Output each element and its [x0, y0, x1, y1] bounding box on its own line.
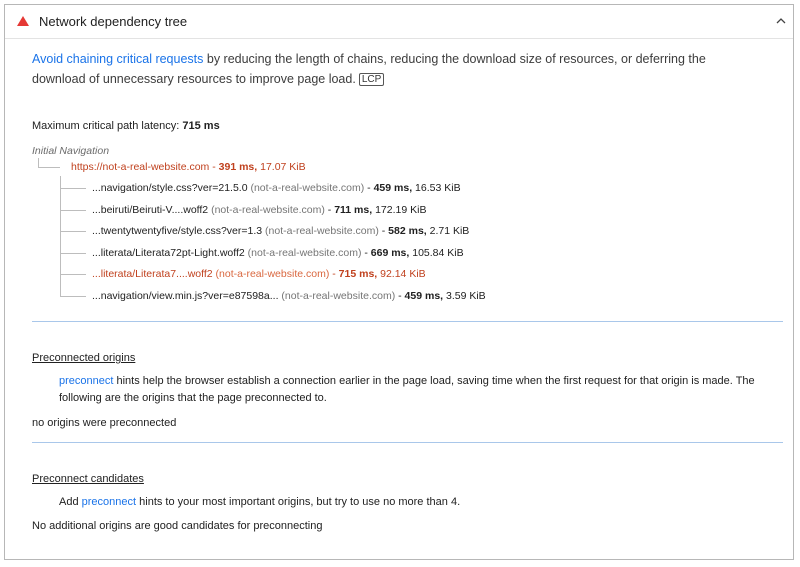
preconnected-origins-empty: no origins were preconnected — [32, 417, 177, 429]
max-latency — [32, 120, 220, 132]
max-latency-label: Maximum critical path latency: — [32, 120, 183, 132]
section-divider — [32, 442, 783, 443]
audit-header[interactable] — [5, 5, 793, 39]
description-text: by reducing the length of chains, reducing the download size of resources, or deferring the download of unnecessary resources to improve page load. — [32, 52, 706, 86]
tree-connector — [60, 231, 86, 232]
tree-child-node-longest: ...literata/Literata7....woff2 (not-a-real-website.com) - 715 ms, 92.14 KiB — [92, 268, 426, 280]
tree-connector — [60, 176, 61, 296]
preconnect-candidates-empty: No additional origins are good candidates for preconnecting — [32, 520, 323, 532]
root-size: 17.07 KiB — [257, 161, 306, 173]
audit-panel — [4, 4, 794, 560]
chevron-up-icon[interactable] — [775, 15, 787, 27]
tree-connector — [60, 188, 86, 189]
audit-title: Network dependency tree — [39, 14, 188, 29]
tree-child-node: ...twentytwentyfive/style.css?ver=1.3 (not-a-real-website.com) - 582 ms, 2.71 KiB — [92, 225, 470, 237]
lcp-badge: LCP — [359, 73, 384, 86]
tree-child-node: ...navigation/style.css?ver=21.5.0 (not-a-real-website.com) - 459 ms, 16.53 KiB — [92, 182, 461, 194]
tree-connector — [60, 274, 86, 275]
max-latency-value: 715 ms — [182, 120, 220, 132]
tree-connector — [60, 253, 86, 254]
tree-child-node: ...beiruti/Beiruti-V....woff2 (not-a-real-website.com) - 711 ms, 172.19 KiB — [92, 204, 427, 216]
initial-navigation-label: Initial Navigation — [32, 145, 110, 157]
tree-connector — [60, 210, 86, 211]
preconnect-candidates-title: Preconnect candidates — [32, 473, 144, 485]
tree-child-node: ...navigation/view.min.js?ver=e87598a... (not-a-real-website.com) - 459 ms, 3.59 KiB — [92, 290, 486, 302]
tree-connector — [60, 296, 86, 297]
audit-description — [32, 49, 752, 89]
preconnect-candidates-description: Add preconnect hints to your most important origins, but try to use no more than 4. — [59, 496, 461, 508]
preconnected-origins-title: Preconnected origins — [32, 352, 136, 364]
tree-root-node: https://not-a-real-website.com - 391 ms, 17.07 KiB — [71, 161, 306, 173]
preconnect-link[interactable]: preconnect — [81, 496, 137, 508]
warning-triangle-icon — [17, 16, 29, 26]
section-divider — [32, 321, 783, 322]
root-time: 391 ms, — [218, 161, 258, 173]
tree-connector — [38, 167, 60, 168]
learn-more-link[interactable]: Avoid chaining critical requests — [32, 52, 204, 66]
tree-child-node: ...literata/Literata72pt-Light.woff2 (not-a-real-website.com) - 669 ms, 105.84 KiB — [92, 247, 464, 259]
root-url: https://not-a-real-website.com — [71, 161, 210, 173]
preconnected-origins-description: preconnect hints help the browser establish a connection earlier in the page load, saving time when the first request for that origin is made. The following are the origins that the page preconnected to. — [59, 375, 755, 404]
preconnect-link[interactable]: preconnect — [59, 375, 114, 387]
